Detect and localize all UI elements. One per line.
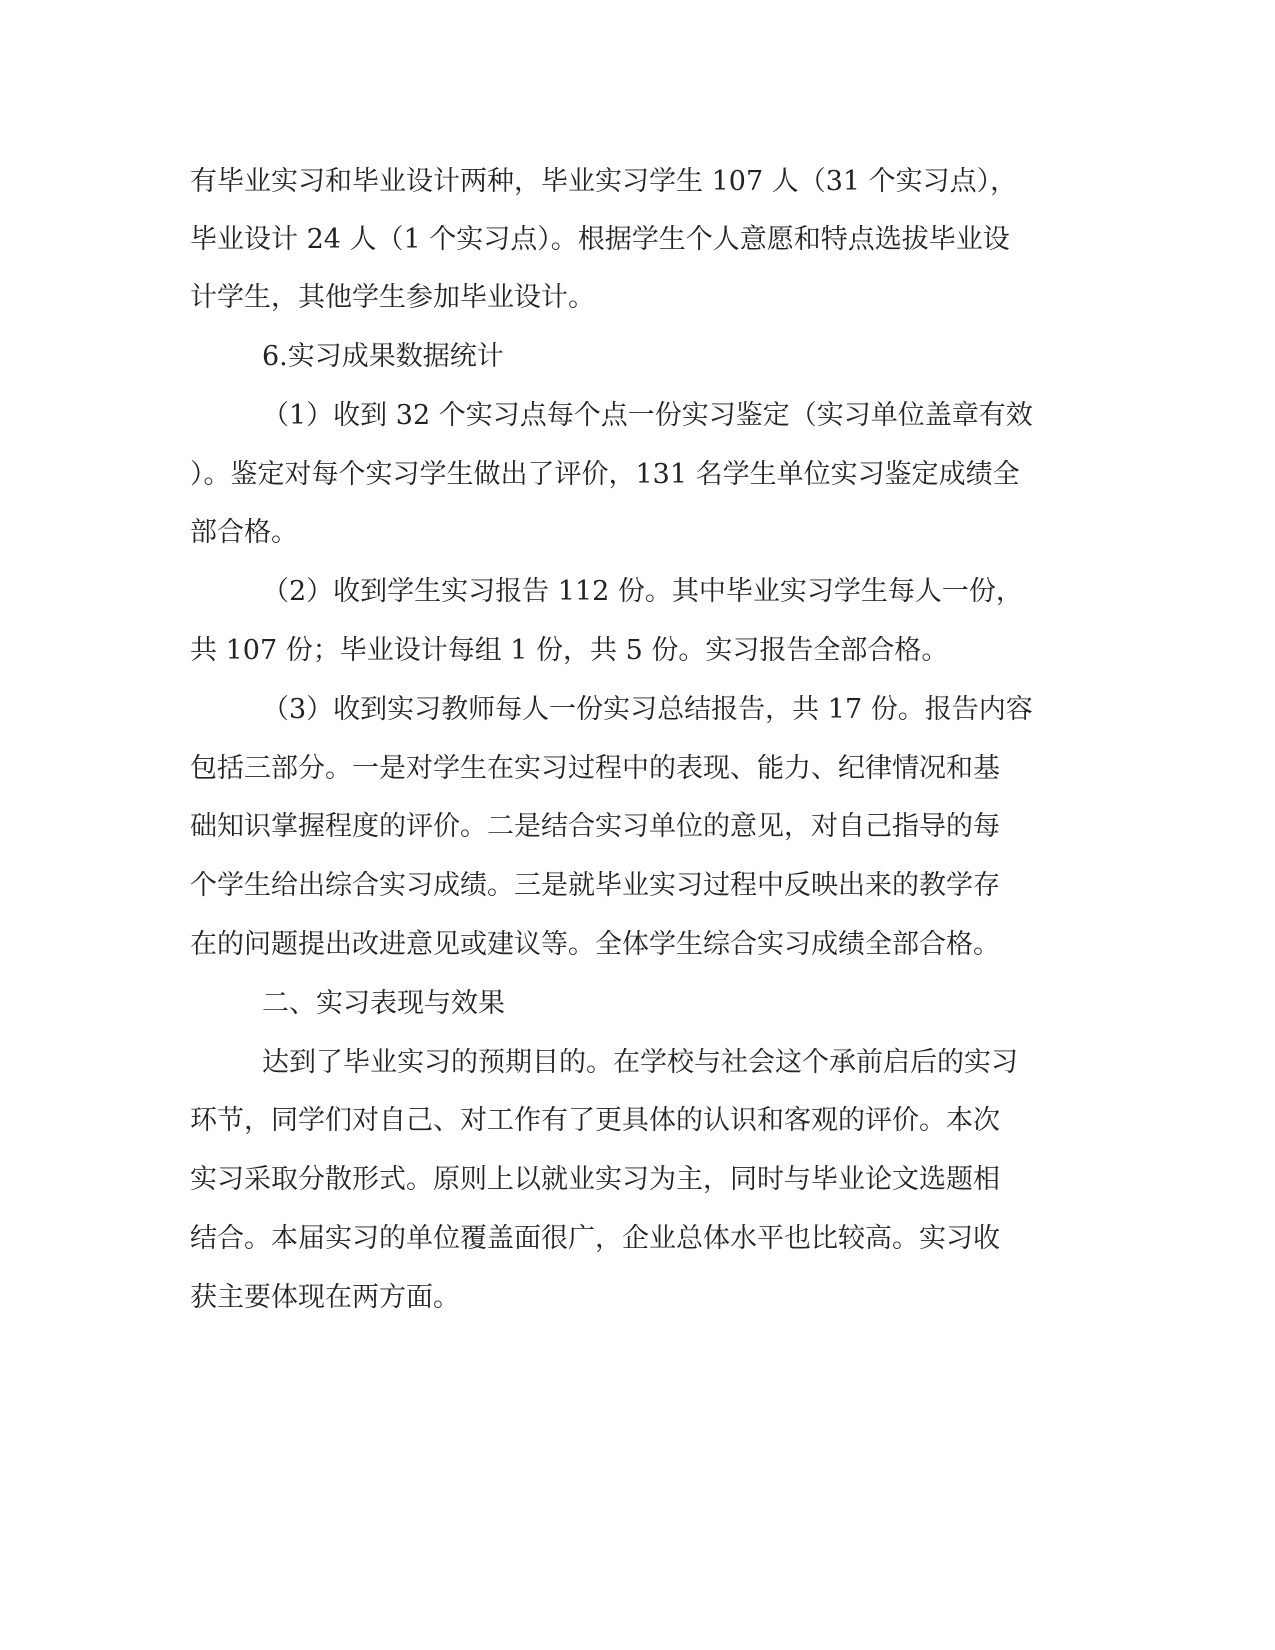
body-text-line: （1）收到 32 个实习点每个点一份实习鉴定（实习单位盖章有效 (262, 400, 1033, 431)
body-text-line: 达到了毕业实习的预期目的。在学校与社会这个承前启后的实习 (262, 1047, 1018, 1078)
section-heading: 二、实习表现与效果 (262, 988, 505, 1019)
body-text-line: 部合格。 (190, 517, 298, 548)
body-text-line: （2）收到学生实习报告 112 份。其中毕业实习学生每人一份， (262, 576, 1023, 607)
section-heading: 6.实习成果数据统计 (262, 341, 504, 372)
body-text-line: 个学生给出综合实习成绩。三是就毕业实习过程中反映出来的教学存 (190, 870, 1000, 901)
body-text-line: 有毕业实习和毕业设计两种，毕业实习学生 107 人（31 个实习点）， (190, 166, 1018, 197)
body-text-line: 共 107 份；毕业设计每组 1 份，共 5 份。实习报告全部合格。 (190, 635, 949, 666)
body-text-line: 毕业设计 24 人（1 个实习点）。根据学生个人意愿和特点选拔毕业设 (190, 224, 1010, 255)
body-text-line: 环节，同学们对自己、对工作有了更具体的认识和客观的评价。本次 (190, 1105, 1000, 1136)
body-text-line: 在的问题提出改进意见或建议等。全体学生综合实习成绩全部合格。 (190, 929, 1000, 960)
body-text-line: 获主要体现在两方面。 (190, 1282, 460, 1313)
body-text-line: 结合。本届实习的单位覆盖面很广，企业总体水平也比较高。实习收 (190, 1223, 1000, 1254)
body-text-line: 计学生，其他学生参加毕业设计。 (190, 282, 595, 313)
body-text-line: 实习采取分散形式。原则上以就业实习为主，同时与毕业论文选题相 (190, 1164, 1000, 1195)
body-text-line: ）。鉴定对每个实习学生做出了评价，131 名学生单位实习鉴定成绩全 (190, 459, 1020, 490)
body-text-line: 包括三部分。一是对学生在实习过程中的表现、能力、纪律情况和基 (190, 753, 1000, 784)
body-text-line: （3）收到实习教师每人一份实习总结报告，共 17 份。报告内容 (262, 694, 1033, 725)
body-text-line: 础知识掌握程度的评价。二是结合实习单位的意见，对自己指导的每 (190, 811, 1000, 842)
